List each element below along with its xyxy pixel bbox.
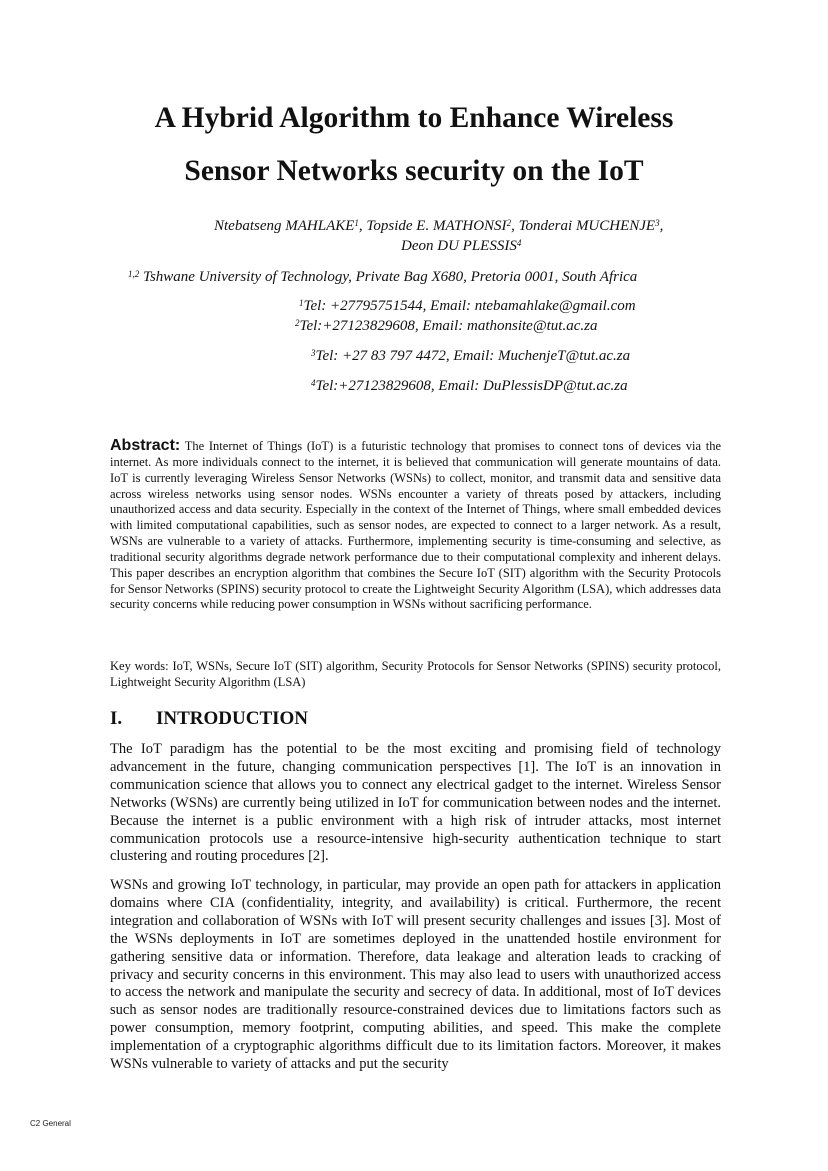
abstract xyxy=(110,438,721,613)
section-number: I. xyxy=(110,708,123,729)
body-paragraph-2: WSNs and growing IoT technology, in particular, may provide an open path for attackers in application domains where CIA (confidentiality, integrity, and availability) is critical. Furthermore, the recent integration and collaboration of WSNs with IoT will present security challenges and issues [3]. Most of the WSNs deployments in IoT are sometimes deployed in the unattended hostile environment for gathering sensitive data or information. Therefore, data leakage and alteration leads to cracking of privacy and security concerns in this environment. This may also lead to users with unauthorized access to access the network and manipulate the security and secrecy of data. In additional, most of IoT devices such as sensor nodes are traditionally resource-constrained devices due to limitations factors such as power consumption, memory footprint, computing abilities, and speed. This make the complete implementation of a cryptographic algorithms difficult due to its limitation factors. Moreover, it makes WSNs vulnerable to variety of attacks and put the security xyxy=(110,877,721,1073)
footer-classification-label: C2 General xyxy=(30,1119,71,1128)
contact-line-1 xyxy=(299,297,636,315)
contact-line-2 xyxy=(295,317,597,335)
paper-title-line-2: Sensor Networks security on the IoT xyxy=(184,155,644,187)
section-heading xyxy=(110,707,308,731)
body-paragraph-1: The IoT paradigm has the potential to be the most exciting and promising field of technology advancement in the future, changing communication perspectives [1]. The IoT is an innovation in communication science that allows you to connect any electrical gadget to the internet. Wireless Sensor Networks (WSNs) are currently being utilized in IoT for communication between nodes and the internet. Because the internet is a public environment with a high risk of intruder attacks, most internet communication protocols use a resource-intensive high-security authentication technique to start clustering and routing procedures [2]. xyxy=(110,741,721,865)
contact-text: Tel: +27 83 797 4472, Email: MuchenjeT@tut.ac.za xyxy=(315,348,631,364)
contact-text: Tel:+27123829608, Email: mathonsite@tut.ac.za xyxy=(299,318,598,334)
author-sup: 4 xyxy=(516,238,522,248)
author-line-2 xyxy=(401,237,521,255)
author-sup: 1 xyxy=(354,218,359,228)
author-name: Deon DU PLESSIS xyxy=(401,238,517,254)
contact-sup: 2 xyxy=(295,318,300,328)
affiliation-sup: 1,2 xyxy=(128,269,140,279)
contact-sup: 1 xyxy=(299,298,304,308)
author-name: Ntebatseng MAHLAKE xyxy=(214,218,355,234)
affiliation-text: Tshwane University of Technology, Private Bag X680, Pretoria 0001, South Africa xyxy=(139,269,638,285)
contact-line-4 xyxy=(311,377,628,395)
abstract-label: Abstract: xyxy=(110,437,181,454)
contact-text: Tel:+27123829608, Email: DuPlessisDP@tut.ac.za xyxy=(315,378,628,394)
author-name: Topside E. MATHONSI xyxy=(366,218,507,234)
author-sup: 3 xyxy=(655,218,660,228)
affiliation xyxy=(128,268,637,286)
contact-text: Tel: +27795751544, Email: ntebamahlake@gmail.com xyxy=(303,298,636,314)
keywords: Key words: IoT, WSNs, Secure IoT (SIT) algorithm, Security Protocols for Sensor Networks (SPINS) security protocol, Lightweight Security Algorithm (LSA) xyxy=(110,659,721,689)
contact-sup: 3 xyxy=(311,348,316,358)
contact-sup: 4 xyxy=(311,378,316,388)
author-line-1: Ntebatseng MAHLAKE$^1$, Topside E. MATHONSI$^2$, Tonderai MUCHENJE$^3$, xyxy=(214,218,664,234)
author-sup: 2 xyxy=(506,218,512,228)
section-title: INTRODUCTION xyxy=(156,708,309,729)
author-name: Tonderai MUCHENJE xyxy=(518,218,656,234)
abstract-text: The Internet of Things (IoT) is a futuristic technology that promises to connect tons of devices via the internet. As more individuals connect to the internet, it is believed that communication will generate mountains of data. IoT is currently leveraging Wireless Sensor Networks (WSNs) to collect, monitor, and transmit data and sensitive data across wireless networks using sensor nodes. WSNs encounter a variety of threats posed by attackers, including unauthorized access and data security. Especially in the context of the Internet of Things, where small embedded devices with limited computational capabilities, such as sensor nodes, are expected to connect to a larger network. As a result, WSNs are vulnerable to a variety of attacks. Furthermore, implementing security is time-consuming and selective, as traditional security algorithms degrade network performance due to their computational complexity and inherent delays. This paper describes an encryption algorithm that combines the Secure IoT (SIT) algorithm with the Security Protocols for Sensor Networks (SPINS) security protocol to create the Lightweight Security Algorithm (LSA), which addresses data security concerns while reducing power consumption in WSNs without sacrificing performance. xyxy=(110,439,721,612)
paper-title-line-1: A Hybrid Algorithm to Enhance Wireless xyxy=(154,102,674,134)
contact-line-3 xyxy=(311,347,630,365)
